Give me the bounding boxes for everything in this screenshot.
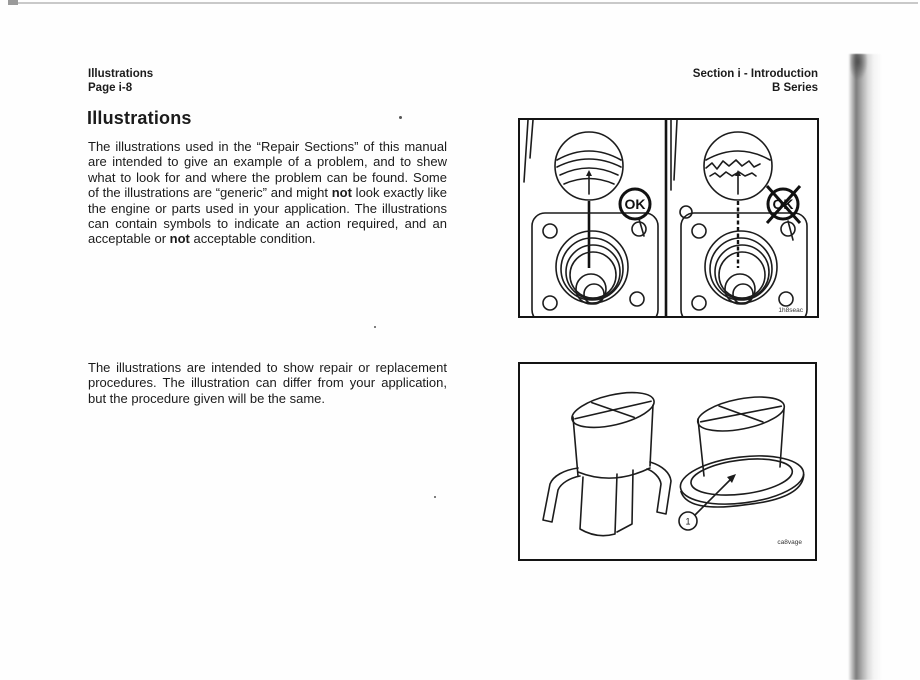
scan-speck — [399, 116, 402, 119]
callout-1 — [679, 474, 736, 530]
tool-left-waist — [578, 468, 650, 478]
tool-with-flange — [678, 391, 807, 546]
figure-code-2: ca8vage — [777, 539, 802, 546]
book-gutter-scan-shadow — [848, 54, 882, 680]
figure-driver-tools — [518, 362, 817, 561]
tool-right-flange — [678, 450, 807, 513]
intro-paragraph-text-3: acceptable condition. — [189, 231, 316, 247]
running-header-right-section: Section i - Introduction — [692, 68, 818, 80]
block-edge-lines — [524, 120, 533, 182]
scan-artifact-mark — [8, 0, 18, 5]
tool-left-leg-left — [543, 468, 580, 522]
block-edge-lines-right — [674, 120, 692, 218]
running-header-left — [88, 68, 153, 95]
running-header-left-title: Illustrations — [88, 68, 154, 80]
page-title: Illustrations — [87, 108, 192, 128]
magnifier-good-seat — [555, 132, 623, 200]
intro-paragraph — [88, 139, 447, 247]
scan-speck — [434, 496, 436, 498]
intro-paragraph-text: The illustrations used in the “Repair Sections” of this manual are intended to give an example of a problem, and to shew what to look for and where the problem can be found. Some of the illustrations are “generic” and might — [88, 139, 447, 201]
top-scan-rule — [10, 2, 918, 4]
panel-acceptable — [524, 120, 658, 316]
callout-1-label: 1 — [685, 516, 691, 527]
figure-code: 1h8seac — [778, 307, 803, 314]
running-header-right — [693, 68, 818, 95]
running-header-left-page: Page i-8 — [88, 81, 133, 94]
running-header-right-series: B Series — [771, 81, 818, 94]
panel-not-acceptable — [674, 120, 807, 316]
tool-with-legs — [543, 386, 671, 536]
magnifier-damaged-seat — [704, 132, 772, 200]
valve-port-rings — [556, 231, 628, 304]
not-ok-badge-label: OK — [772, 196, 794, 212]
tool-left-top-face — [569, 386, 658, 434]
intro-paragraph-bold-not-1: not — [331, 185, 352, 201]
scan-speck — [374, 326, 376, 328]
intro-paragraph-bold-not-2: not — [169, 231, 190, 247]
intro-paragraph-text-2: look exactly like the engine or parts used in your application. The illustrations can contain symbols to indicate an action required, and an acceptable or — [88, 185, 447, 247]
tool-right-top-face — [695, 391, 787, 437]
figure-driver-tools-drawing — [520, 364, 815, 559]
repair-paragraph: The illustrations are intended to show repair or replacement procedures. The illustration can differ from your application, but the procedure given will be the same. — [88, 360, 447, 406]
figure-valve-seat-drawing — [520, 120, 817, 316]
book-gutter-scan-shadow-top — [850, 54, 868, 80]
tool-left-lower-barrel — [580, 474, 617, 536]
figure-valve-seat — [518, 118, 819, 318]
tool-left-lower-edge — [617, 470, 633, 532]
tool-left-leg-right — [647, 462, 671, 514]
valve-port-rings-right — [705, 231, 777, 304]
ok-badge-label: OK — [624, 196, 646, 212]
